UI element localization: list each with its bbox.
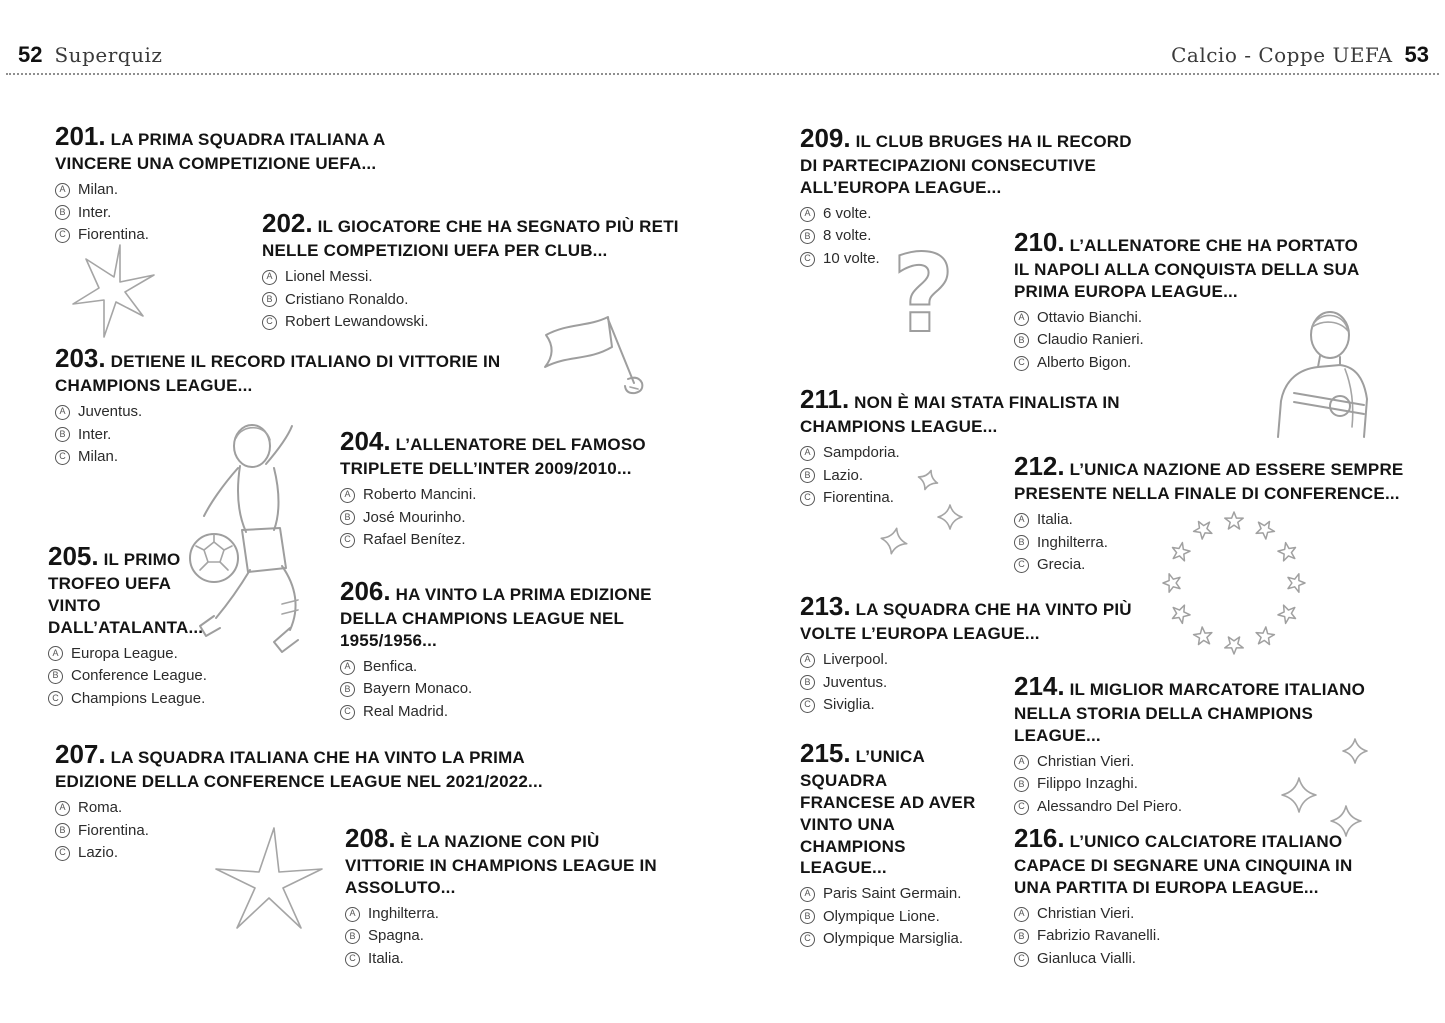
question-number: 202.	[262, 208, 313, 238]
option	[800, 886, 1010, 903]
question-215	[800, 737, 980, 954]
option-letter: B	[1014, 777, 1029, 792]
option-letter: C	[340, 705, 355, 720]
option-text: Real Madrid.	[363, 702, 449, 720]
option-letter: A	[800, 207, 815, 222]
option-text: Alberto Bigon.	[1037, 353, 1132, 371]
section-title-left: Superquiz	[54, 43, 163, 67]
question-mark-icon	[886, 231, 976, 359]
option-letter: B	[1014, 929, 1029, 944]
option-text: Christian Vieri.	[1037, 904, 1135, 922]
option-letter: C	[345, 952, 360, 967]
option	[345, 951, 665, 968]
option-letter: A	[1014, 513, 1029, 528]
question-number: 209.	[800, 123, 851, 153]
option-letter: B	[1014, 535, 1029, 550]
option-letter: C	[48, 691, 63, 706]
question-number: 206.	[340, 576, 391, 606]
option-text: Inter.	[78, 425, 112, 443]
options-list	[345, 906, 665, 968]
circle-of-stars-icon	[1158, 506, 1310, 660]
option-text: 10 volte.	[823, 249, 880, 267]
question-number: 212.	[1014, 451, 1065, 481]
option-text: Alessandro Del Piero.	[1037, 797, 1183, 815]
option-letter: C	[55, 846, 70, 861]
option-text: Ottavio Bianchi.	[1037, 308, 1143, 326]
options-list	[1014, 906, 1384, 968]
option-letter: B	[55, 427, 70, 442]
option-text: Champions League.	[71, 689, 206, 707]
option-text: Roberto Mancini.	[363, 486, 477, 504]
option-letter: C	[55, 228, 70, 243]
option-text: Inter.	[78, 203, 112, 221]
question-204	[340, 425, 680, 555]
option-text: Roma.	[78, 799, 123, 817]
question-title: 215. L’UNICA SQUADRA FRANCESE AD AVER VINTO UNA CHAMPIONS LEAGUE...	[800, 738, 976, 878]
option-letter: B	[1014, 333, 1029, 348]
option	[345, 906, 665, 923]
option	[340, 681, 695, 698]
option-letter: C	[1014, 356, 1029, 371]
question-216	[1014, 822, 1384, 973]
option-letter: B	[55, 823, 70, 838]
option-letter: C	[340, 533, 355, 548]
option-text: Rafael Benítez.	[363, 531, 466, 549]
option	[48, 691, 268, 708]
page-header-left	[18, 42, 162, 68]
option-letter: C	[1014, 800, 1029, 815]
option-text: Juventus.	[823, 673, 888, 691]
option	[800, 909, 1010, 926]
question-title: 211. NON È MAI STATA FINALISTA IN CHAMPIONS LEAGUE...	[800, 384, 1120, 437]
option-letter: A	[340, 660, 355, 675]
question-number: 214.	[1014, 671, 1065, 701]
option-letter: A	[48, 646, 63, 661]
option	[340, 659, 695, 676]
option-letter: B	[262, 292, 277, 307]
sparkle-star-icon	[70, 243, 158, 341]
option-text: Lionel Messi.	[285, 268, 373, 286]
option-letter: B	[800, 909, 815, 924]
option	[55, 800, 585, 817]
option	[340, 532, 680, 549]
option-text: Fiorentina.	[78, 226, 149, 244]
question-title: 210. L’ALLENATORE CHE HA PORTATO IL NAPOLI ALLA CONQUISTA DELLA SUA PRIMA EUROPA LEAGUE...	[1014, 227, 1359, 302]
option-text: Juventus.	[78, 403, 143, 421]
small-sparkles-icon	[868, 455, 974, 567]
option-letter: B	[800, 675, 815, 690]
option-text: Christian Vieri.	[1037, 752, 1135, 770]
option-text: Fiorentina.	[78, 821, 149, 839]
option-text: Claudio Ranieri.	[1037, 331, 1144, 349]
option-letter: B	[340, 682, 355, 697]
option	[1014, 951, 1384, 968]
option-text: Italia.	[1037, 511, 1073, 529]
option-letter: A	[800, 653, 815, 668]
question-title: 209. IL CLUB BRUGES HA IL RECORD DI PARTECIPAZIONI CONSECUTIVE ALL’EUROPA LEAGUE...	[800, 123, 1132, 198]
option-text: Olympique Lione.	[823, 907, 940, 925]
option-letter: A	[1014, 311, 1029, 326]
option-text: Fiorentina.	[823, 489, 894, 507]
option-text: Paris Saint Germain.	[823, 885, 962, 903]
option-letter: A	[340, 488, 355, 503]
question-208	[345, 822, 665, 973]
option-letter: B	[345, 929, 360, 944]
sparkle-diamonds-icon	[1272, 733, 1378, 839]
option-text: Robert Lewandowski.	[285, 313, 429, 331]
option-letter: C	[55, 450, 70, 465]
option-letter: C	[1014, 952, 1029, 967]
option-text: José Mourinho.	[363, 508, 466, 526]
option-text: Grecia.	[1037, 556, 1086, 574]
question-number: 201.	[55, 121, 106, 151]
question-title: 204. L’ALLENATORE DEL FAMOSO TRIPLETE DELL’INTER 2009/2010...	[340, 426, 646, 479]
option-text: Spagna.	[368, 927, 424, 945]
option	[1014, 928, 1384, 945]
option-letter: A	[345, 907, 360, 922]
question-206	[340, 575, 695, 726]
option-text: Lazio.	[823, 466, 864, 484]
option-text: Europa League.	[71, 644, 178, 662]
option	[262, 269, 692, 286]
option-text: Inghilterra.	[368, 904, 439, 922]
option-text: 6 volte.	[823, 204, 872, 222]
large-star-icon	[213, 826, 327, 934]
option-text: Gianluca Vialli.	[1037, 949, 1136, 967]
question-number: 207.	[55, 739, 106, 769]
option	[800, 931, 1010, 948]
page-number-left: 52	[18, 42, 43, 67]
option-letter: C	[1014, 558, 1029, 573]
question-number: 205.	[48, 541, 99, 571]
option-letter: B	[800, 468, 815, 483]
option-letter: B	[340, 510, 355, 525]
option-letter: C	[262, 315, 277, 330]
person-bust-icon	[1252, 307, 1376, 439]
option-letter: B	[800, 229, 815, 244]
question-title: 201. LA PRIMA SQUADRA ITALIANA A VINCERE UNA COMPETIZIONE UEFA...	[55, 121, 385, 174]
question-title: 205. IL PRIMO TROFEO UEFA VINTO DALL’ATALANTA...	[48, 541, 204, 637]
question-title: 213. LA SQUADRA CHE HA VINTO PIÙ VOLTE L’EUROPA LEAGUE...	[800, 591, 1132, 644]
option	[48, 668, 268, 685]
option-text: Cristiano Ronaldo.	[285, 290, 409, 308]
header-divider	[6, 73, 1439, 75]
option-letter: C	[800, 491, 815, 506]
option	[340, 510, 680, 527]
question-title: 207. LA SQUADRA ITALIANA CHE HA VINTO LA PRIMA EDIZIONE DELLA CONFERENCE LEAGUE NEL 2021/2022...	[55, 739, 543, 792]
option-text: Italia.	[368, 949, 404, 967]
question-title: 202. IL GIOCATORE CHE HA SEGNATO PIÙ RETI NELLE COMPETIZIONI UEFA PER CLUB...	[262, 208, 679, 261]
option-text: 8 volte.	[823, 227, 872, 245]
question-title: 208. È LA NAZIONE CON PIÙ VITTORIE IN CHAMPIONS LEAGUE IN ASSOLUTO...	[345, 823, 657, 898]
option-text: Conference League.	[71, 667, 207, 685]
svg-text:?: ?	[892, 232, 955, 357]
option-text: Milan.	[78, 181, 119, 199]
soccer-player-icon	[178, 418, 336, 666]
option-letter: B	[55, 205, 70, 220]
option-letter: C	[800, 252, 815, 267]
option-letter: A	[55, 801, 70, 816]
option	[800, 652, 1165, 669]
question-number: 210.	[1014, 227, 1065, 257]
question-title: 206. HA VINTO LA PRIMA EDIZIONE DELLA CHAMPIONS LEAGUE NEL 1955/1956...	[340, 576, 652, 651]
question-title: 203. DETIENE IL RECORD ITALIANO DI VITTORIE IN CHAMPIONS LEAGUE...	[55, 343, 501, 396]
option	[1014, 906, 1384, 923]
question-number: 211.	[800, 384, 850, 414]
option-letter: C	[800, 932, 815, 947]
option-text: Siviglia.	[823, 696, 875, 714]
question-number: 215.	[800, 738, 851, 768]
question-number: 213.	[800, 591, 851, 621]
option	[340, 704, 695, 721]
question-title: 216. L’UNICO CALCIATORE ITALIANO CAPACE DI SEGNARE UNA CINQUINA IN UNA PARTITA DI EUROPA LEAGUE...	[1014, 823, 1353, 898]
question-number: 204.	[340, 426, 391, 456]
option	[340, 487, 680, 504]
option-letter: A	[55, 405, 70, 420]
option-letter: A	[1014, 755, 1029, 770]
option-text: Milan.	[78, 448, 119, 466]
waving-flag-icon	[538, 303, 650, 403]
option-letter: A	[55, 183, 70, 198]
options-list	[340, 659, 695, 721]
option-text: Olympique Marsiglia.	[823, 930, 964, 948]
question-number: 216.	[1014, 823, 1065, 853]
page-header-right	[1171, 42, 1429, 68]
option-text: Inghilterra.	[1037, 533, 1108, 551]
option	[800, 206, 1150, 223]
question-title: 214. IL MIGLIOR MARCATORE ITALIANO NELLA STORIA DELLA CHAMPIONS LEAGUE...	[1014, 671, 1366, 746]
option-text: Fabrizio Ravanelli.	[1037, 927, 1161, 945]
option-text: Liverpool.	[823, 651, 889, 669]
question-number: 203.	[55, 343, 106, 373]
option-text: Benfica.	[363, 657, 418, 675]
option-text: Filippo Inzaghi.	[1037, 775, 1138, 793]
option-text: Lazio.	[78, 844, 119, 862]
option-text: Sampdoria.	[823, 444, 900, 462]
option-letter: A	[262, 270, 277, 285]
options-list	[800, 886, 1010, 948]
options-list	[340, 487, 680, 549]
section-title-right: Calcio - Coppe UEFA	[1171, 43, 1393, 67]
option-text: Bayern Monaco.	[363, 680, 473, 698]
option-letter: A	[1014, 907, 1029, 922]
option-letter: B	[48, 669, 63, 684]
question-title: 212. L’UNICA NAZIONE AD ESSERE SEMPRE PRESENTE NELLA FINALE DI CONFERENCE...	[1014, 451, 1404, 504]
option	[345, 928, 665, 945]
option	[55, 182, 415, 199]
page-number-right: 53	[1404, 42, 1429, 67]
option-letter: A	[800, 887, 815, 902]
question-number: 208.	[345, 823, 396, 853]
option-letter: A	[800, 446, 815, 461]
option-letter: C	[800, 698, 815, 713]
